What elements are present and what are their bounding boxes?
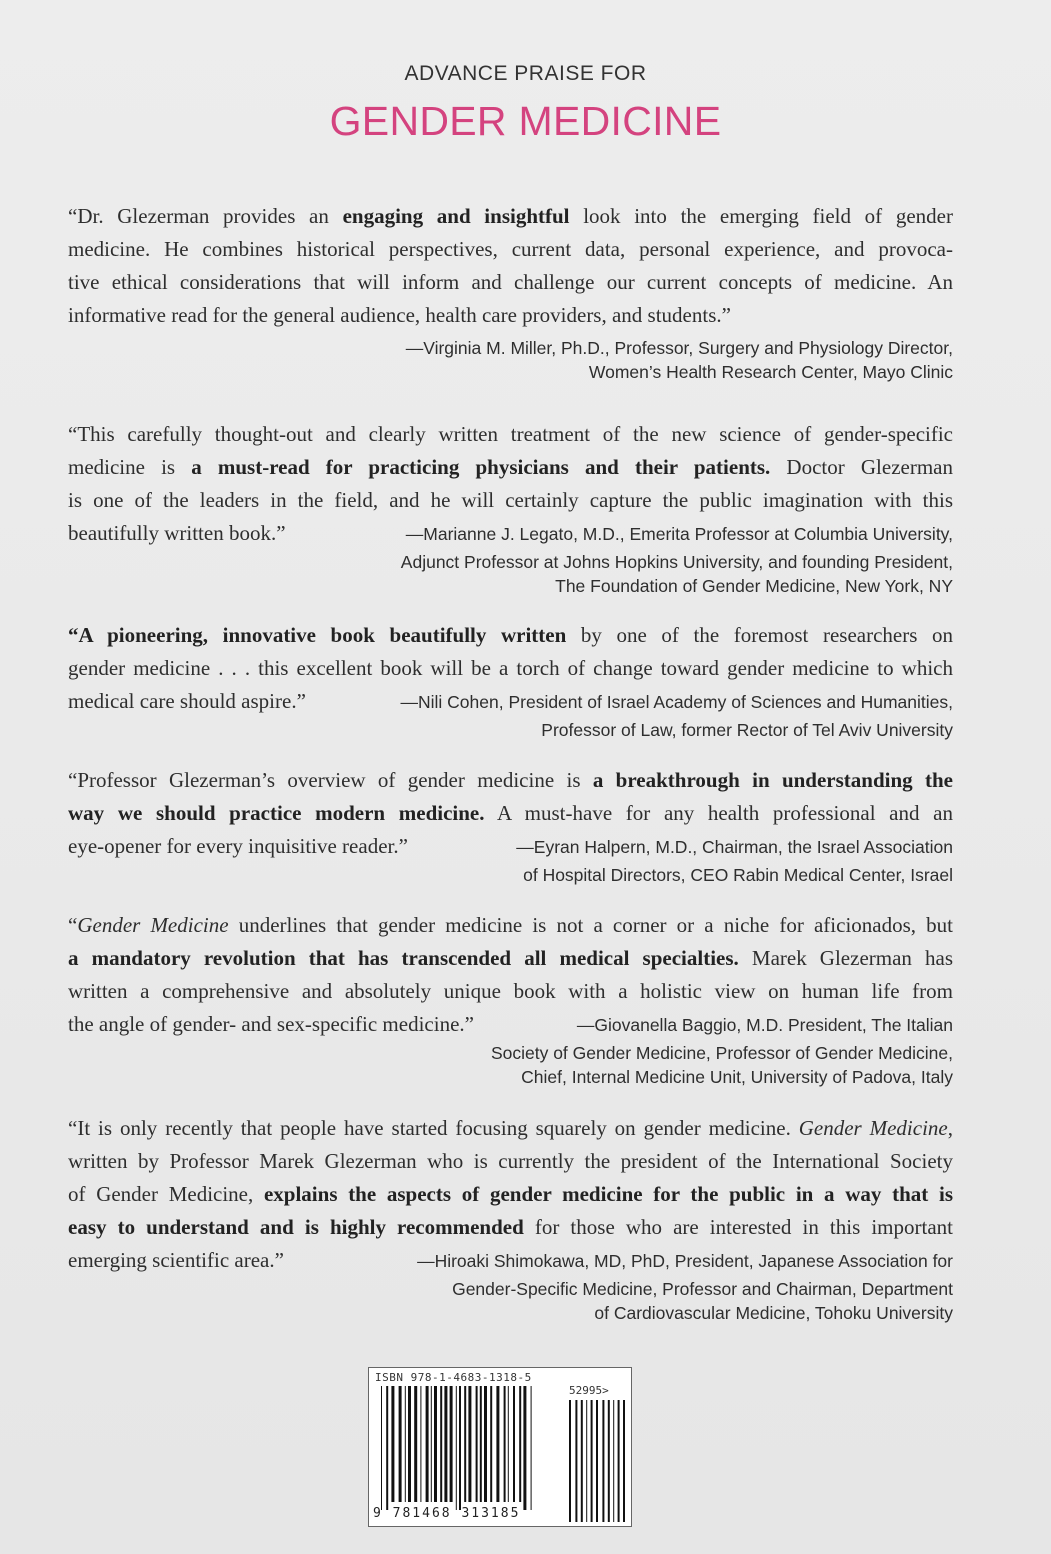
addon-bar bbox=[608, 1400, 610, 1522]
quote-line bbox=[68, 942, 953, 975]
barcode-bar bbox=[476, 1386, 478, 1502]
quote-text-segment: written a comprehensive and absolutely unique book with a holistic view on human life from bbox=[68, 979, 953, 1003]
barcode-bar bbox=[504, 1386, 506, 1502]
barcode-bar bbox=[399, 1386, 402, 1502]
barcode-bar bbox=[426, 1386, 429, 1502]
isbn-number: ISBN 978-1-4683-1318-5 bbox=[375, 1371, 532, 1384]
addon-bar bbox=[569, 1400, 571, 1522]
quote-closing-line bbox=[68, 830, 953, 863]
quote-text-segment: “It is only recently that people have started focusing squarely on gender medicine. bbox=[68, 1116, 799, 1140]
quote-text-segment: by one of the foremost researchers on bbox=[566, 623, 954, 647]
barcode-bar bbox=[405, 1386, 406, 1502]
quote-line bbox=[68, 299, 953, 332]
barcode-bar bbox=[414, 1386, 417, 1502]
quote-text-segment: gender medicine . . . this excellent book will be a torch of change toward gender medicine to which bbox=[68, 656, 953, 680]
barcode-bar bbox=[496, 1386, 499, 1502]
barcode-bar bbox=[434, 1386, 437, 1502]
quote-line bbox=[68, 451, 953, 484]
attribution-line: —Nili Cohen, President of Israel Academy of Sciences and Humanities, bbox=[400, 692, 953, 712]
attribution bbox=[68, 1277, 953, 1325]
quote-text-segment: underlines that gender medicine is not a corner or a niche for aficionados, but bbox=[228, 913, 954, 937]
quote-closing-text: eye-opener for every inquisitive reader.” bbox=[68, 834, 408, 858]
praise-quote-shimokawa bbox=[68, 1112, 953, 1325]
barcode-bar bbox=[523, 1386, 526, 1510]
praise-quote-miller bbox=[68, 200, 953, 384]
ean-barcode-bars bbox=[381, 1386, 532, 1510]
advance-praise-label: ADVANCE PRAISE FOR bbox=[404, 62, 647, 85]
barcode-bar bbox=[513, 1386, 515, 1502]
quote-line bbox=[68, 418, 953, 451]
attribution-line: of Hospital Directors, CEO Rabin Medical Center, Israel bbox=[523, 865, 953, 885]
attribution-line: —Eyran Halpern, M.D., Chairman, the Israel Association bbox=[516, 837, 953, 857]
quote-text-segment: for those who are interested in this important bbox=[523, 1215, 953, 1239]
attribution-line: The Foundation of Gender Medicine, New York, NY bbox=[555, 576, 953, 596]
addon-bar bbox=[596, 1400, 598, 1522]
quote-line bbox=[68, 797, 953, 830]
quote-text-segment: Gender Medicine bbox=[798, 1116, 948, 1140]
barcode-bar bbox=[508, 1386, 509, 1502]
quote-line bbox=[68, 1178, 953, 1211]
quote-line bbox=[68, 484, 953, 517]
praise-quote-cohen bbox=[68, 619, 953, 742]
quote-closing-text: medical care should aspire.” bbox=[68, 689, 306, 713]
quote-text-segment: a must-read for practicing physicians and their patients. bbox=[191, 455, 771, 479]
praise-quote-halpern bbox=[68, 764, 953, 887]
barcode-bar bbox=[450, 1386, 453, 1502]
quote-text-segment: medicine. He combines historical perspectives, current data, personal experience, and provoca- bbox=[68, 237, 953, 261]
quote-text-segment: “This carefully thought-out and clearly written treatment of the new science of gender-specific bbox=[68, 422, 953, 446]
quote-line bbox=[68, 619, 953, 652]
barcode-bar bbox=[386, 1386, 388, 1510]
addon-bar bbox=[591, 1400, 593, 1522]
quote-text-segment: medicine is bbox=[68, 455, 192, 479]
barcode-bar bbox=[440, 1386, 442, 1502]
barcode-bar bbox=[431, 1386, 432, 1502]
barcode-bar bbox=[519, 1386, 521, 1502]
praise-quote-baggio bbox=[68, 909, 953, 1089]
attribution-line: Women’s Health Research Center, Mayo Clinic bbox=[588, 362, 953, 382]
quote-closing-text: beautifully written book.” bbox=[68, 521, 286, 545]
attribution-line: Gender-Specific Medicine, Professor and Chairman, Department bbox=[452, 1279, 953, 1299]
attribution bbox=[68, 863, 953, 887]
quote-text-segment: a mandatory revolution that has transcended all medical specialties. bbox=[68, 946, 739, 970]
addon-bar bbox=[586, 1400, 587, 1522]
quote-line bbox=[68, 1112, 953, 1145]
quote-text-segment: , bbox=[947, 1116, 953, 1140]
quote-text-segment: easy to understand and is highly recommended bbox=[68, 1215, 524, 1239]
attribution bbox=[68, 1041, 953, 1089]
book-title: GENDER MEDICINE bbox=[329, 98, 722, 144]
barcode-bar bbox=[408, 1386, 411, 1502]
addon-bar bbox=[575, 1400, 577, 1522]
quote-closing-text: emerging scientific area.” bbox=[68, 1248, 284, 1272]
isbn-barcode bbox=[368, 1367, 632, 1527]
barcode-bar bbox=[490, 1386, 492, 1502]
attribution-line: —Virginia M. Miller, Ph.D., Professor, Surgery and Physiology Director, bbox=[405, 338, 953, 358]
quote-text-segment: written by Professor Marek Glezerman who is currently the president of the International Society bbox=[68, 1149, 953, 1173]
addon-bar bbox=[602, 1400, 604, 1522]
quote-closing-line bbox=[68, 517, 953, 550]
quote-text-segment: informative read for the general audience, health care providers, and students.” bbox=[68, 303, 731, 327]
quote-line bbox=[68, 1145, 953, 1178]
quote-text-segment: “ bbox=[68, 913, 78, 937]
quote-text-segment: Marek Glezerman has bbox=[738, 946, 953, 970]
quote-line bbox=[68, 200, 953, 233]
quote-text-segment: “A pioneering, innovative book beautifully written bbox=[68, 623, 567, 647]
quote-text-segment: tive ethical considerations that will inform and challenge our current concepts of medicine. An bbox=[68, 270, 953, 294]
barcode-bar bbox=[459, 1386, 461, 1510]
quote-text-segment: look into the emerging field of gender bbox=[569, 204, 953, 228]
barcode-bar bbox=[480, 1386, 482, 1502]
quote-text-segment: A must-have for any health professional and an bbox=[484, 801, 953, 825]
quote-closing-line bbox=[68, 685, 953, 718]
quote-closing-text: the angle of gender- and sex-specific medicine.” bbox=[68, 1012, 474, 1036]
attribution-line: Society of Gender Medicine, Professor of Gender Medicine, bbox=[490, 1043, 953, 1063]
quote-closing-line bbox=[68, 1244, 953, 1277]
quote-text-segment: Gender Medicine bbox=[77, 913, 229, 937]
quote-closing-line bbox=[68, 1008, 953, 1041]
attribution bbox=[68, 550, 953, 598]
addon-bar bbox=[581, 1400, 583, 1522]
quote-line bbox=[68, 652, 953, 685]
addon-bar bbox=[613, 1400, 614, 1522]
quote-text-segment: is one of the leaders in the field, and he will certainly capture the public imagination with this bbox=[68, 488, 953, 512]
attribution-line: of Cardiovascular Medicine, Tohoku University bbox=[594, 1303, 953, 1323]
barcode-bar bbox=[531, 1386, 532, 1510]
attribution bbox=[68, 336, 953, 384]
quote-text-segment: of Gender Medicine, bbox=[68, 1182, 264, 1206]
addon-bar bbox=[618, 1400, 620, 1522]
ean-number: 9 781468 313185 bbox=[373, 1506, 521, 1521]
barcode-bar bbox=[420, 1386, 421, 1502]
barcode-bar bbox=[468, 1386, 471, 1502]
quote-line bbox=[68, 233, 953, 266]
attribution-line: Professor of Law, former Rector of Tel Aviv University bbox=[541, 720, 953, 740]
quote-text-segment: explains the aspects of gender medicine for the public in a way that is bbox=[263, 1182, 953, 1206]
quote-line bbox=[68, 909, 953, 942]
quote-text-segment: way we should practice modern medicine. bbox=[68, 801, 485, 825]
praise-quote-legato bbox=[68, 418, 953, 598]
barcode-bar bbox=[444, 1386, 447, 1502]
quote-line bbox=[68, 1211, 953, 1244]
price-code: 52995> bbox=[569, 1384, 609, 1397]
barcode-bar bbox=[484, 1386, 487, 1502]
barcode-bar bbox=[464, 1386, 466, 1502]
quote-line bbox=[68, 975, 953, 1008]
barcode-bar bbox=[391, 1386, 394, 1502]
attribution-line: —Giovanella Baggio, M.D. President, The Italian bbox=[576, 1015, 953, 1035]
quote-text-segment: a breakthrough in understanding the bbox=[592, 768, 953, 792]
quote-text-segment: “Dr. Glezerman provides an bbox=[68, 204, 343, 228]
barcode-bar bbox=[381, 1386, 382, 1510]
quote-text-segment: “Professor Glezerman’s overview of gender medicine is bbox=[68, 768, 593, 792]
quote-text-segment: engaging and insightful bbox=[342, 204, 570, 228]
barcode-bar bbox=[456, 1386, 457, 1510]
quote-line bbox=[68, 764, 953, 797]
addon-barcode-bars bbox=[569, 1400, 625, 1522]
attribution-line: —Hiroaki Shimokawa, MD, PhD, President, Japanese Association for bbox=[417, 1251, 953, 1271]
attribution-line: Chief, Internal Medicine Unit, University of Padova, Italy bbox=[521, 1067, 953, 1087]
quote-line bbox=[68, 266, 953, 299]
attribution-line: Adjunct Professor at Johns Hopkins University, and founding President, bbox=[400, 552, 953, 572]
barcode-bars bbox=[369, 1368, 631, 1526]
attribution-line: —Marianne J. Legato, M.D., Emerita Professor at Columbia University, bbox=[405, 524, 953, 544]
addon-bar bbox=[623, 1400, 625, 1522]
quote-text-segment: Doctor Glezerman bbox=[770, 455, 953, 479]
attribution bbox=[68, 718, 953, 742]
